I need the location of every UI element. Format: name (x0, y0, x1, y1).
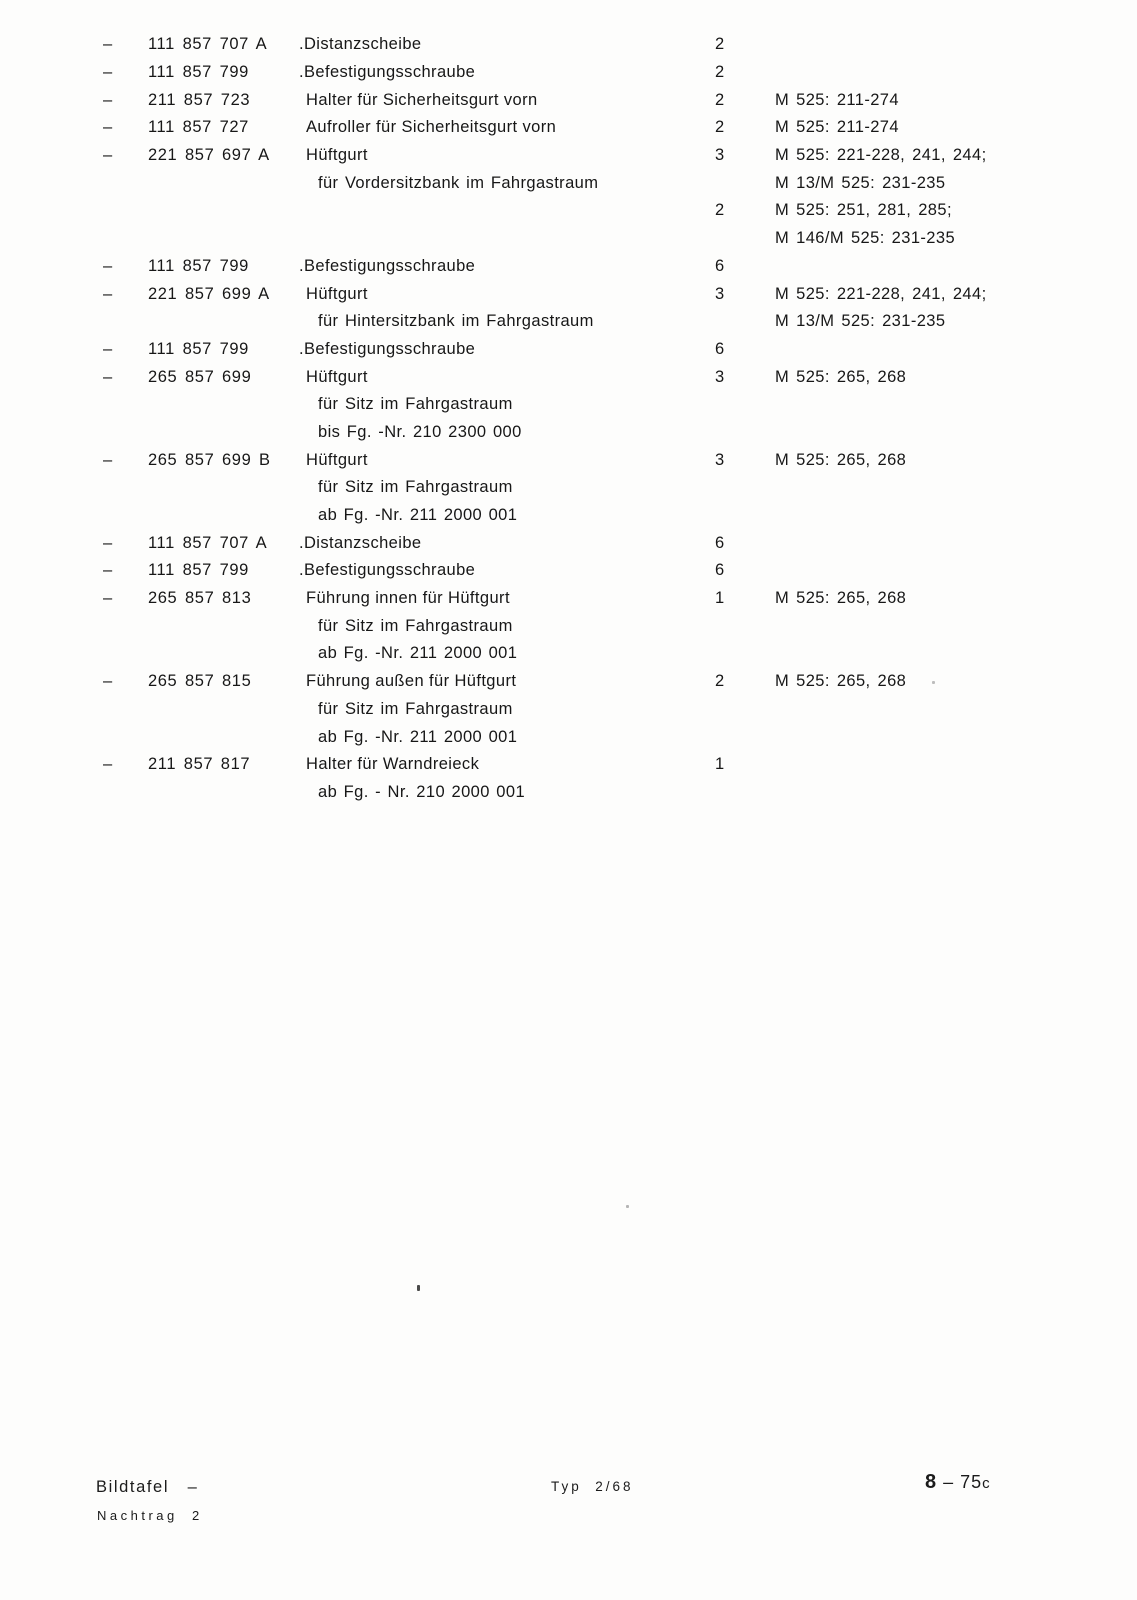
quantity: 3 (715, 284, 725, 303)
model-remark: M 525: 251, 281, 285; (775, 201, 952, 220)
table-row (96, 419, 1137, 447)
part-number: 211 857 817 (148, 755, 251, 774)
dash-marker: – (103, 589, 113, 608)
part-number: 221 857 697 A (148, 146, 270, 165)
model-remark: M 13/M 525: 231-235 (775, 173, 946, 192)
part-number: 111 857 799 (148, 561, 249, 580)
part-number: 265 857 699 (148, 367, 252, 386)
table-row (96, 280, 1137, 308)
table-row (96, 31, 1137, 59)
model-remark: M 525: 211-274 (775, 118, 899, 137)
footer-page-number-rest: – 75 (937, 1472, 983, 1492)
footer-page-number (925, 1471, 991, 1494)
quantity: 3 (715, 367, 725, 386)
dash-marker: – (103, 339, 113, 358)
part-sub-description: für Vordersitzbank im Fahrgastraum (318, 173, 599, 192)
table-row (96, 142, 1137, 170)
quantity: 2 (715, 63, 725, 82)
table-row (96, 225, 1137, 253)
footer-page-number-bold: 8 (925, 1471, 938, 1493)
part-description: Führung innen für Hüftgurt (306, 589, 510, 608)
quantity: 6 (715, 561, 725, 580)
table-row (96, 474, 1137, 502)
model-remark: M 525: 265, 268 (775, 367, 907, 386)
quantity: 2 (715, 118, 725, 137)
table-row (96, 502, 1137, 530)
table-row (96, 779, 1137, 807)
quantity: 6 (715, 533, 725, 552)
model-remark: M 525: 221-228, 241, 244; (775, 284, 987, 303)
part-description: Halter für Warndreieck (306, 755, 480, 774)
dash-marker: – (103, 118, 113, 137)
dash-marker: – (103, 533, 113, 552)
parts-table (96, 31, 1137, 806)
part-description: .Befestigungsschraube (299, 339, 476, 358)
part-sub-description: bis Fg. -Nr. 210 2300 000 (318, 422, 522, 441)
part-number: 111 857 799 (148, 63, 249, 82)
part-description: Aufroller für Sicherheitsgurt vorn (306, 118, 557, 137)
footer-page-number-suffix: c (982, 1475, 991, 1492)
part-description: .Befestigungsschraube (299, 256, 476, 275)
part-sub-description: für Sitz im Fahrgastraum (318, 699, 513, 718)
model-remark: M 525: 265, 268 (775, 450, 907, 469)
scan-speck (626, 1205, 629, 1208)
dash-marker: – (103, 367, 113, 386)
table-row (96, 169, 1137, 197)
part-number: 111 857 799 (148, 256, 249, 275)
quantity: 2 (715, 672, 725, 691)
table-row (96, 391, 1137, 419)
part-sub-description: für Sitz im Fahrgastraum (318, 395, 513, 414)
dash-marker: – (103, 672, 113, 691)
scan-speck (417, 1285, 420, 1291)
table-row (96, 696, 1137, 724)
table-row (96, 253, 1137, 281)
quantity: 1 (715, 589, 725, 608)
quantity: 6 (715, 256, 725, 275)
part-sub-description: für Hintersitzbank im Fahrgastraum (318, 312, 594, 331)
part-number: 111 857 799 (148, 339, 249, 358)
table-row (96, 86, 1137, 114)
table-row (96, 585, 1137, 613)
part-description: Führung außen für Hüftgurt (306, 672, 517, 691)
footer-typ-label: Typ 2/68 (551, 1479, 634, 1494)
model-remark: M 13/M 525: 231-235 (775, 312, 946, 331)
footer-nachtrag-label: Nachtrag 2 (97, 1508, 203, 1523)
table-row (96, 723, 1137, 751)
scan-speck (932, 681, 935, 684)
part-sub-description: ab Fg. -Nr. 211 2000 001 (318, 506, 518, 525)
dash-marker: – (103, 146, 113, 165)
table-row (96, 612, 1137, 640)
table-row (96, 59, 1137, 87)
footer-bildtafel-label: Bildtafel – (96, 1478, 199, 1496)
part-sub-description: für Sitz im Fahrgastraum (318, 616, 513, 635)
dash-marker: – (103, 755, 113, 774)
table-row (96, 114, 1137, 142)
part-description: .Distanzscheibe (299, 533, 422, 552)
table-row (96, 668, 1137, 696)
table-row (96, 557, 1137, 585)
part-sub-description: für Sitz im Fahrgastraum (318, 478, 513, 497)
dash-marker: – (103, 90, 113, 109)
dash-marker: – (103, 561, 113, 580)
table-row (96, 363, 1137, 391)
model-remark: M 525: 211-274 (775, 90, 899, 109)
table-row (96, 197, 1137, 225)
part-sub-description: ab Fg. -Nr. 211 2000 001 (318, 644, 518, 663)
part-number: 111 857 707 A (148, 533, 268, 552)
model-remark: M 525: 221-228, 241, 244; (775, 146, 987, 165)
part-description: .Distanzscheibe (299, 35, 422, 54)
model-remark: M 525: 265, 268 (775, 672, 907, 691)
quantity: 2 (715, 35, 725, 54)
quantity: 1 (715, 755, 725, 774)
quantity: 3 (715, 146, 725, 165)
dash-marker: – (103, 450, 113, 469)
part-number: 221 857 699 A (148, 284, 270, 303)
part-number: 265 857 815 (148, 672, 252, 691)
part-description: Hüftgurt (306, 367, 368, 386)
quantity: 3 (715, 450, 725, 469)
quantity: 2 (715, 90, 725, 109)
part-number: 111 857 707 A (148, 35, 268, 54)
part-number: 265 857 699 B (148, 450, 271, 469)
table-row (96, 640, 1137, 668)
table-row (96, 751, 1137, 779)
dash-marker: – (103, 63, 113, 82)
part-number: 265 857 813 (148, 589, 252, 608)
part-description: .Befestigungsschraube (299, 561, 476, 580)
quantity: 2 (715, 201, 725, 220)
part-description: Hüftgurt (306, 284, 368, 303)
part-description: Hüftgurt (306, 450, 368, 469)
part-number: 111 857 727 (148, 118, 249, 137)
part-description: .Befestigungsschraube (299, 63, 476, 82)
part-sub-description: ab Fg. - Nr. 210 2000 001 (318, 782, 526, 801)
part-sub-description: ab Fg. -Nr. 211 2000 001 (318, 727, 518, 746)
part-number: 211 857 723 (148, 90, 251, 109)
part-description: Hüftgurt (306, 146, 368, 165)
part-description: Halter für Sicherheitsgurt vorn (306, 90, 538, 109)
quantity: 6 (715, 339, 725, 358)
dash-marker: – (103, 284, 113, 303)
dash-marker: – (103, 35, 113, 54)
table-row (96, 308, 1137, 336)
table-row (96, 446, 1137, 474)
table-row (96, 529, 1137, 557)
model-remark: M 146/M 525: 231-235 (775, 229, 956, 248)
model-remark: M 525: 265, 268 (775, 589, 907, 608)
table-row (96, 336, 1137, 364)
dash-marker: – (103, 256, 113, 275)
